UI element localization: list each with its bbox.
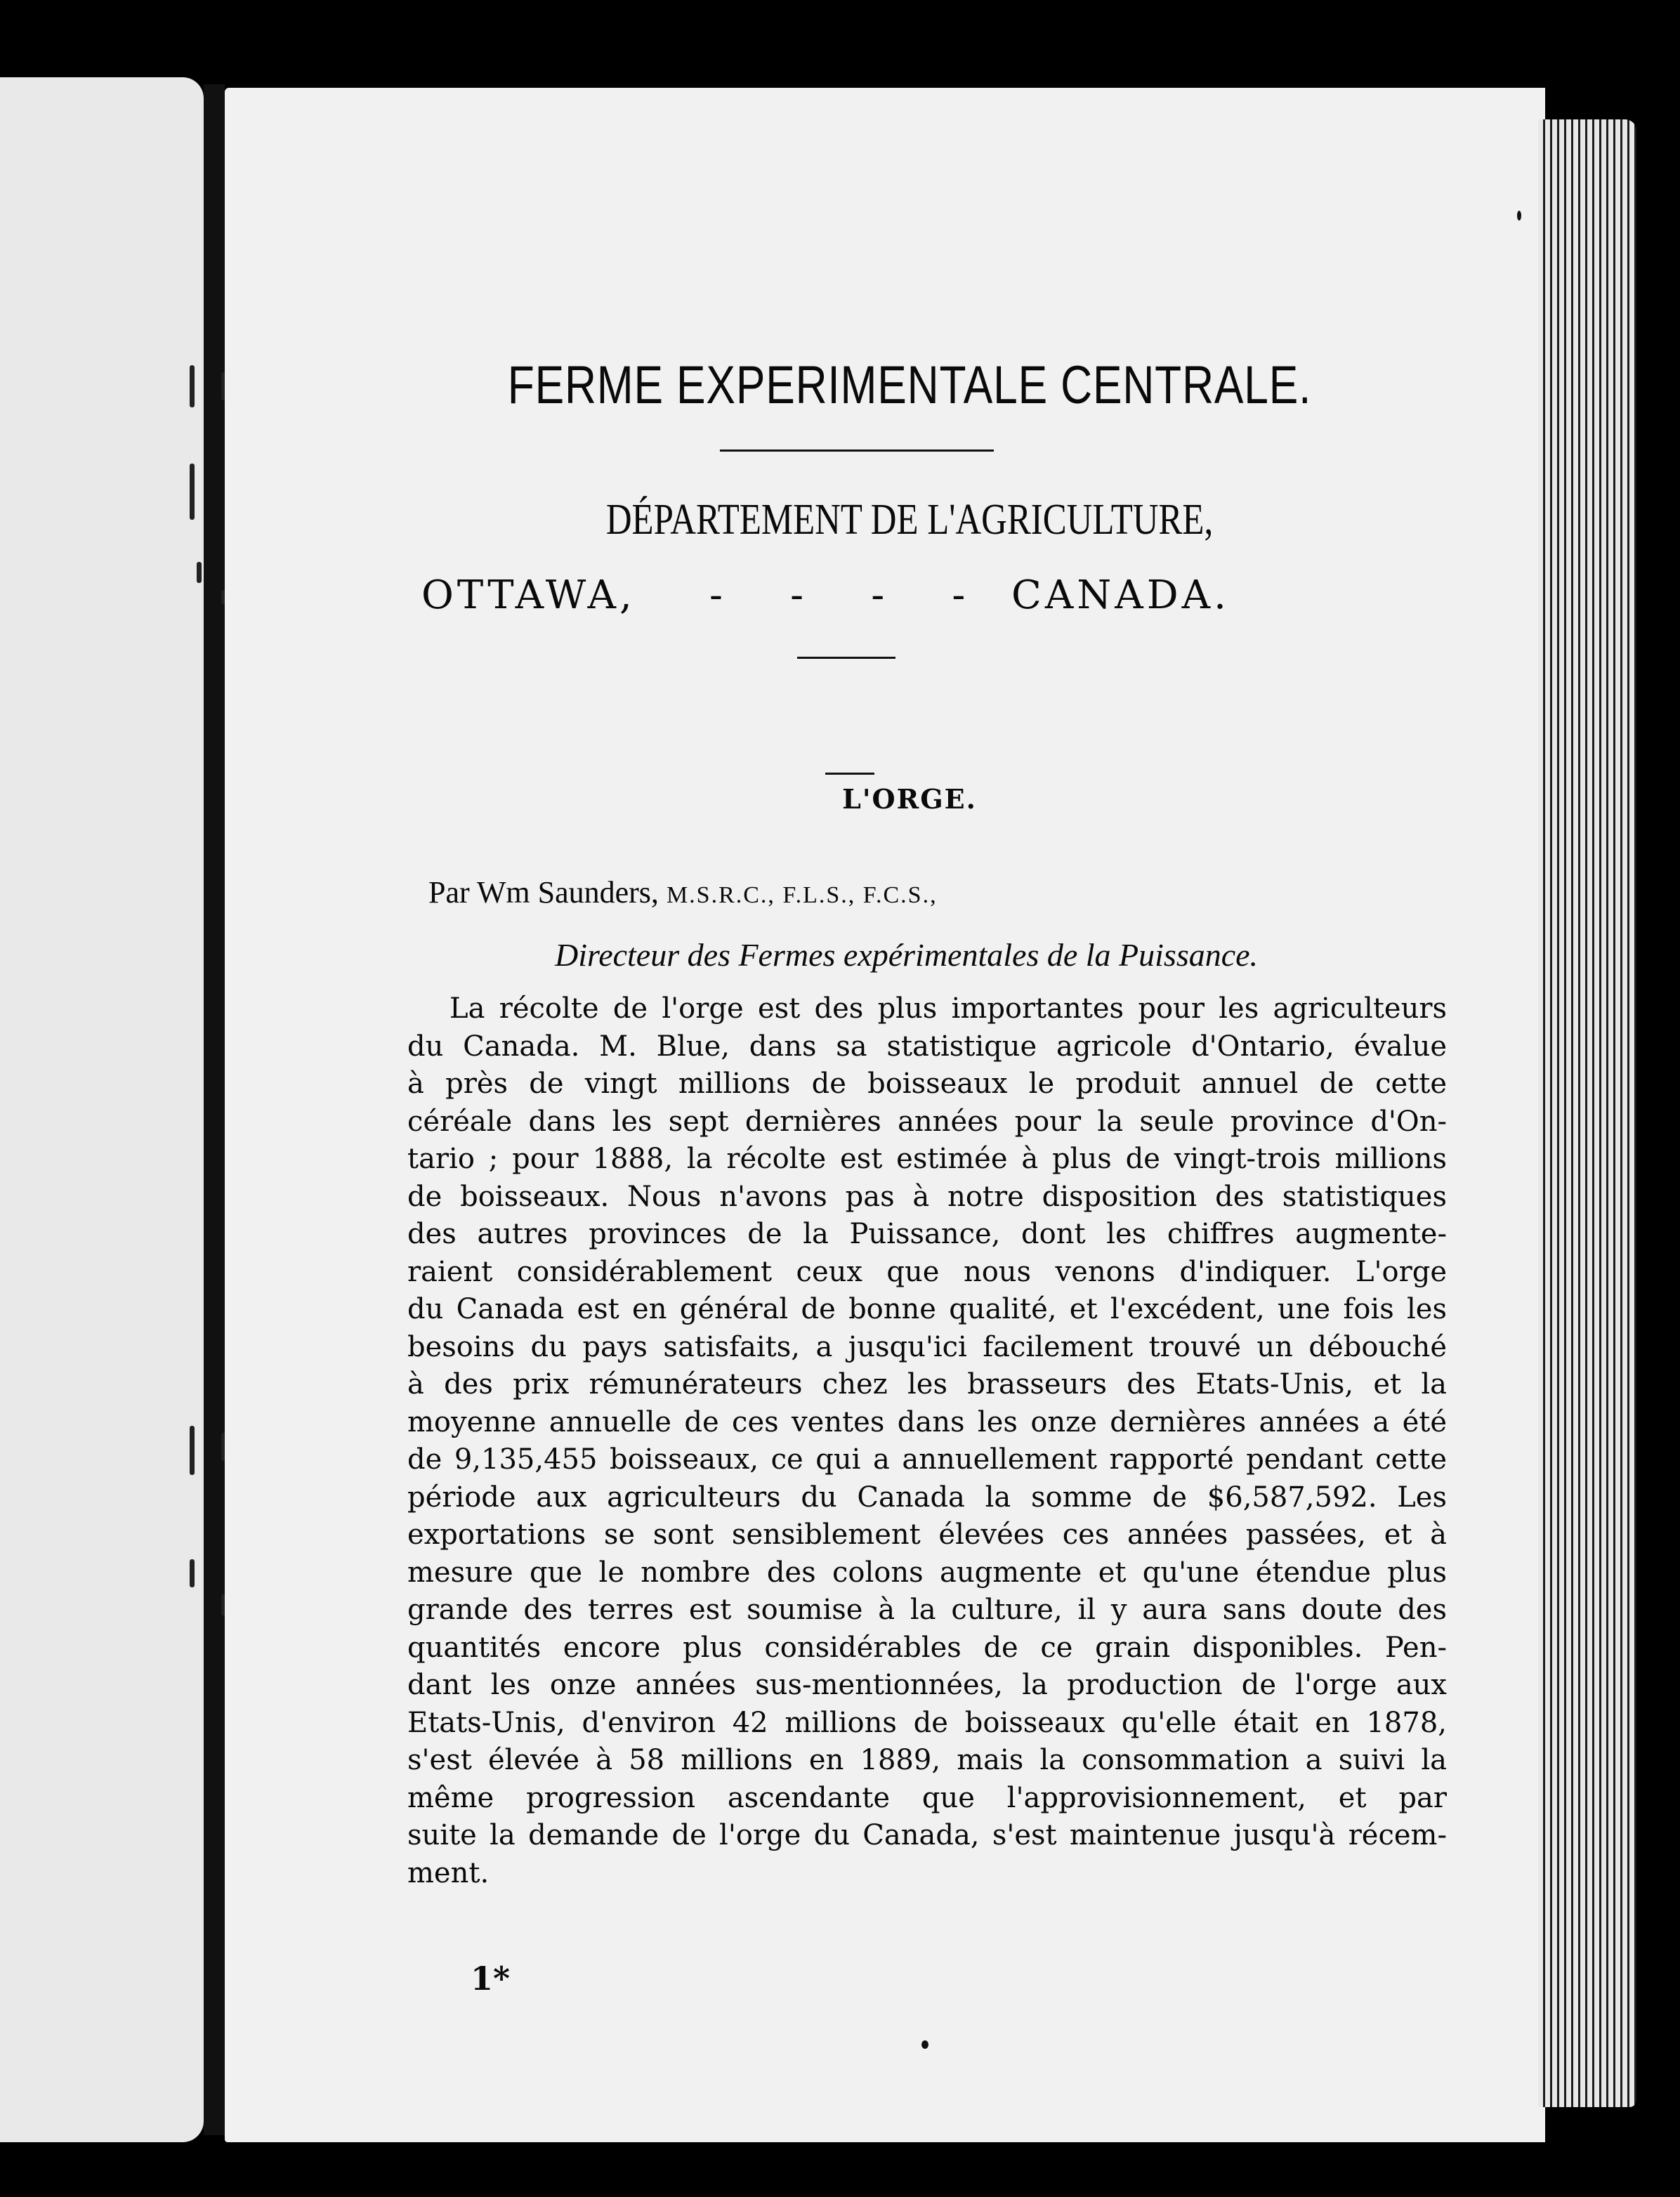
place-rule [797, 657, 895, 659]
subhead-rule [825, 773, 874, 775]
author-credentials: M.S.R.C., F.L.S., F.C.S., [666, 882, 938, 908]
body-line: exportations se sont sensiblement élevées ces années passées, et à [407, 1519, 1447, 1551]
body-line: s'est élevée à 58 millions en 1889, mais la consommation a suivi la [407, 1744, 1447, 1776]
book-page [225, 88, 1545, 2142]
body-line: du Canada est en général de bonne qualité, et l'excédent, une fois les [407, 1293, 1447, 1325]
place-country: CANADA. [1011, 572, 1230, 618]
print-speck [1517, 211, 1521, 221]
body-line: de 9,135,455 boisseaux, ce qui a annuellement rapporté pendant cette [407, 1443, 1447, 1476]
department-heading: DÉPARTEMENT DE L'AGRICULTURE, [605, 496, 1214, 544]
body-line: moyenne annuelle de ces ventes dans les onze dernières années a été [407, 1405, 1447, 1438]
body-line: suite la demande de l'orge du Canada, s'est maintenue jusqu'à récem- [407, 1819, 1447, 1851]
signature-mark: 1* [471, 1960, 511, 1998]
body-line: du Canada. M. Blue, dans sa statistique agricole d'Ontario, évalue [407, 1030, 1447, 1063]
page-title: FERME EXPERIMENTALE CENTRALE. [507, 355, 1312, 415]
body-line: dant les onze années sus-mentionnées, la production de l'orge aux [407, 1669, 1447, 1701]
author-title: Directeur des Fermes expérimentales de la Puissance. [555, 937, 1259, 973]
page-stack-edge [1538, 119, 1636, 2107]
page-content [316, 88, 1503, 2139]
body-line: à des prix rémunérateurs chez les brasseurs des Etats-Unis, et la [407, 1368, 1447, 1401]
body-line: Etats-Unis, d'environ 42 millions de boisseaux qu'elle était en 1878, [407, 1706, 1447, 1739]
author-name: Wm Saunders, [476, 875, 659, 910]
body-line: raient considérablement ceux que nous venons d'indiquer. L'orge [407, 1255, 1447, 1288]
body-line: quantités encore plus considérables de ce grain disponibles. Pen- [407, 1631, 1447, 1664]
body-line: à près de vingt millions de boisseaux le produit annuel de cette [407, 1068, 1447, 1100]
body-line: céréale dans les sept dernières années pour la seule province d'On- [407, 1105, 1447, 1138]
body-line: ment. [407, 1856, 490, 1889]
body-line: même progression ascendante que l'approvisionnement, et par [407, 1781, 1447, 1814]
place-dashes: - - - - [709, 572, 969, 618]
print-speck [921, 2040, 928, 2049]
place-city: OTTAWA, [421, 572, 636, 618]
body-line: mesure que le nombre des colons augmente et qu'une étendue plus [407, 1556, 1447, 1589]
author-par: Par [428, 875, 470, 910]
body-paragraph [407, 990, 1447, 1892]
body-line: période aux agriculteurs du Canada la somme de $6,587,592. Les [407, 1481, 1447, 1514]
body-line: grande des terres est soumise à la culture, il y aura sans doute des [407, 1594, 1447, 1626]
body-line: de boisseaux. Nous n'avons pas à notre disposition des statistiques [407, 1180, 1447, 1213]
body-line: tario ; pour 1888, la récolte est estimée à plus de vingt-trois millions [407, 1143, 1447, 1175]
body-line: La récolte de l'orge est des plus importantes pour les agriculteurs [449, 992, 1447, 1025]
section-heading: L'ORGE. [842, 783, 977, 815]
body-line: besoins du pays satisfaits, a jusqu'ici facilement trouvé un débouché [407, 1330, 1447, 1363]
body-line: des autres provinces de la Puissance, dont les chiffres augmente- [407, 1218, 1447, 1250]
title-rule [720, 450, 994, 452]
author-line [428, 874, 938, 910]
